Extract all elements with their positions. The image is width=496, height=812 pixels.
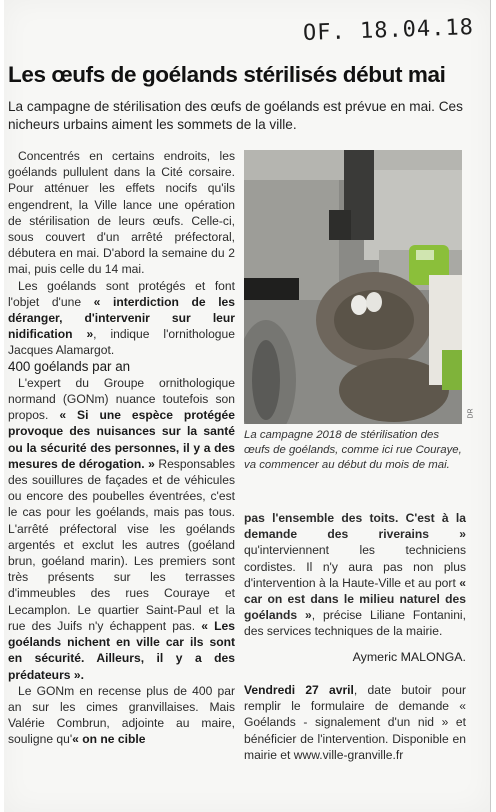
article-lead: La campagne de stérilisation des œufs de goélands est prévue en mai. Ces nicheurs urbains aiment les sommets de la ville. [8, 99, 463, 132]
photo-credit: DR [467, 408, 475, 419]
paragraph-5-quote-2: « car on est dans le milieu naturel des goélands » [244, 575, 466, 623]
paragraph-5 [244, 510, 466, 640]
paragraph-5-text-end: , précise Liliane Fontanini, des services techniques de la mairie. [244, 608, 466, 639]
deadline-box [244, 682, 466, 763]
paragraph-1: Concentrés en certains endroits, les goélands pullulent dans la Cité corsaire. Pour atténuer les effets nocifs qu'ils engendrent, la Ville lance une opération de stérilisation de leurs œufs. Celle-ci, sous couvert d'un arrêté préfectoral, débutera en mai. D'abord la semaine du 2 mai, puis celle du 14 mai. [8, 149, 235, 277]
paragraph-2-quote: « interdiction de les déranger, d'intervenir sur leur nidification » [8, 294, 236, 342]
deadline-date: Vendredi 27 avril [244, 683, 354, 697]
article-author: Aymeric MALONGA. [352, 650, 466, 664]
paragraph-3 [8, 375, 235, 683]
article-photo [244, 150, 462, 424]
paragraph-2 [8, 278, 235, 359]
rooftop-nest-photo [244, 150, 462, 424]
paragraph-4-quote: « on ne cible [72, 732, 146, 747]
paragraph-3-text: L'expert du Groupe ornithologique normand (GONm) nuance toutefois son propos. [8, 375, 235, 423]
article-column-right [244, 510, 466, 640]
paragraph-3-quote-2: « Les goélands nichent en ville car ils sont en sécurité. Ailleurs, il y a des prédateurs ». [8, 618, 235, 682]
article-headline: Les œufs de goélands stérilisés début mai [8, 62, 446, 87]
paragraph-2-text-end: , indique l'ornithologue Jacques Alamargot. [8, 327, 235, 358]
paragraph-4 [8, 683, 235, 748]
paragraph-5-text: qu'interviennent les techniciens cordistes. Il n'y aura pas non plus d'intervention à la Haute-Ville et au port [244, 543, 466, 590]
photo-caption: La campagne 2018 de stérilisation des œufs de goélands, comme ici rue Couraye, va commencer au début du mois de mai. [244, 429, 462, 471]
deadline-text: , date butoir pour remplir le formulaire de demande « Goélands - signalement d'un nid » et bénéficier de l'intervention. Disponible en mairie et www.ville-granville.fr [244, 683, 466, 762]
section-subhead: 400 goélands par an [8, 358, 131, 374]
paragraph-2-text: Les goélands sont protégés et font l'objet d'une [8, 278, 235, 309]
handwritten-date-note: OF. 18.04.18 [302, 15, 475, 46]
paragraph-5-quote: pas l'ensemble des toits. C'est à la demande des riverains » [244, 511, 466, 542]
paragraph-3-quote: « Si une espèce protégée provoque des nuisances sur la santé ou la sécurité des personnes, il y a des mesures de dérogation. » [8, 408, 235, 471]
article-column-left [8, 148, 235, 748]
paragraph-3-text-mid: Responsables des souillures de façades et de véhicules ou encore des poubelles éventrées, c'est le cas pour les goélands, mais pas tous. L'arrêté préfectoral vise les goélands argentés et exclut les autres (goéland brun, goéland marin). Les premiers sont très présents sur les terrasses d'immeubles des rues Couraye et Lecamplon. Le quartier Saint-Paul et la rue des Juifs n'y échappent pas. [8, 456, 235, 633]
paragraph-4-text: Le GONm en recense plus de 400 par an sur les cimes granvillaises. Mais Valérie Combrun, adjointe au maire, souligne qu' [8, 683, 235, 747]
